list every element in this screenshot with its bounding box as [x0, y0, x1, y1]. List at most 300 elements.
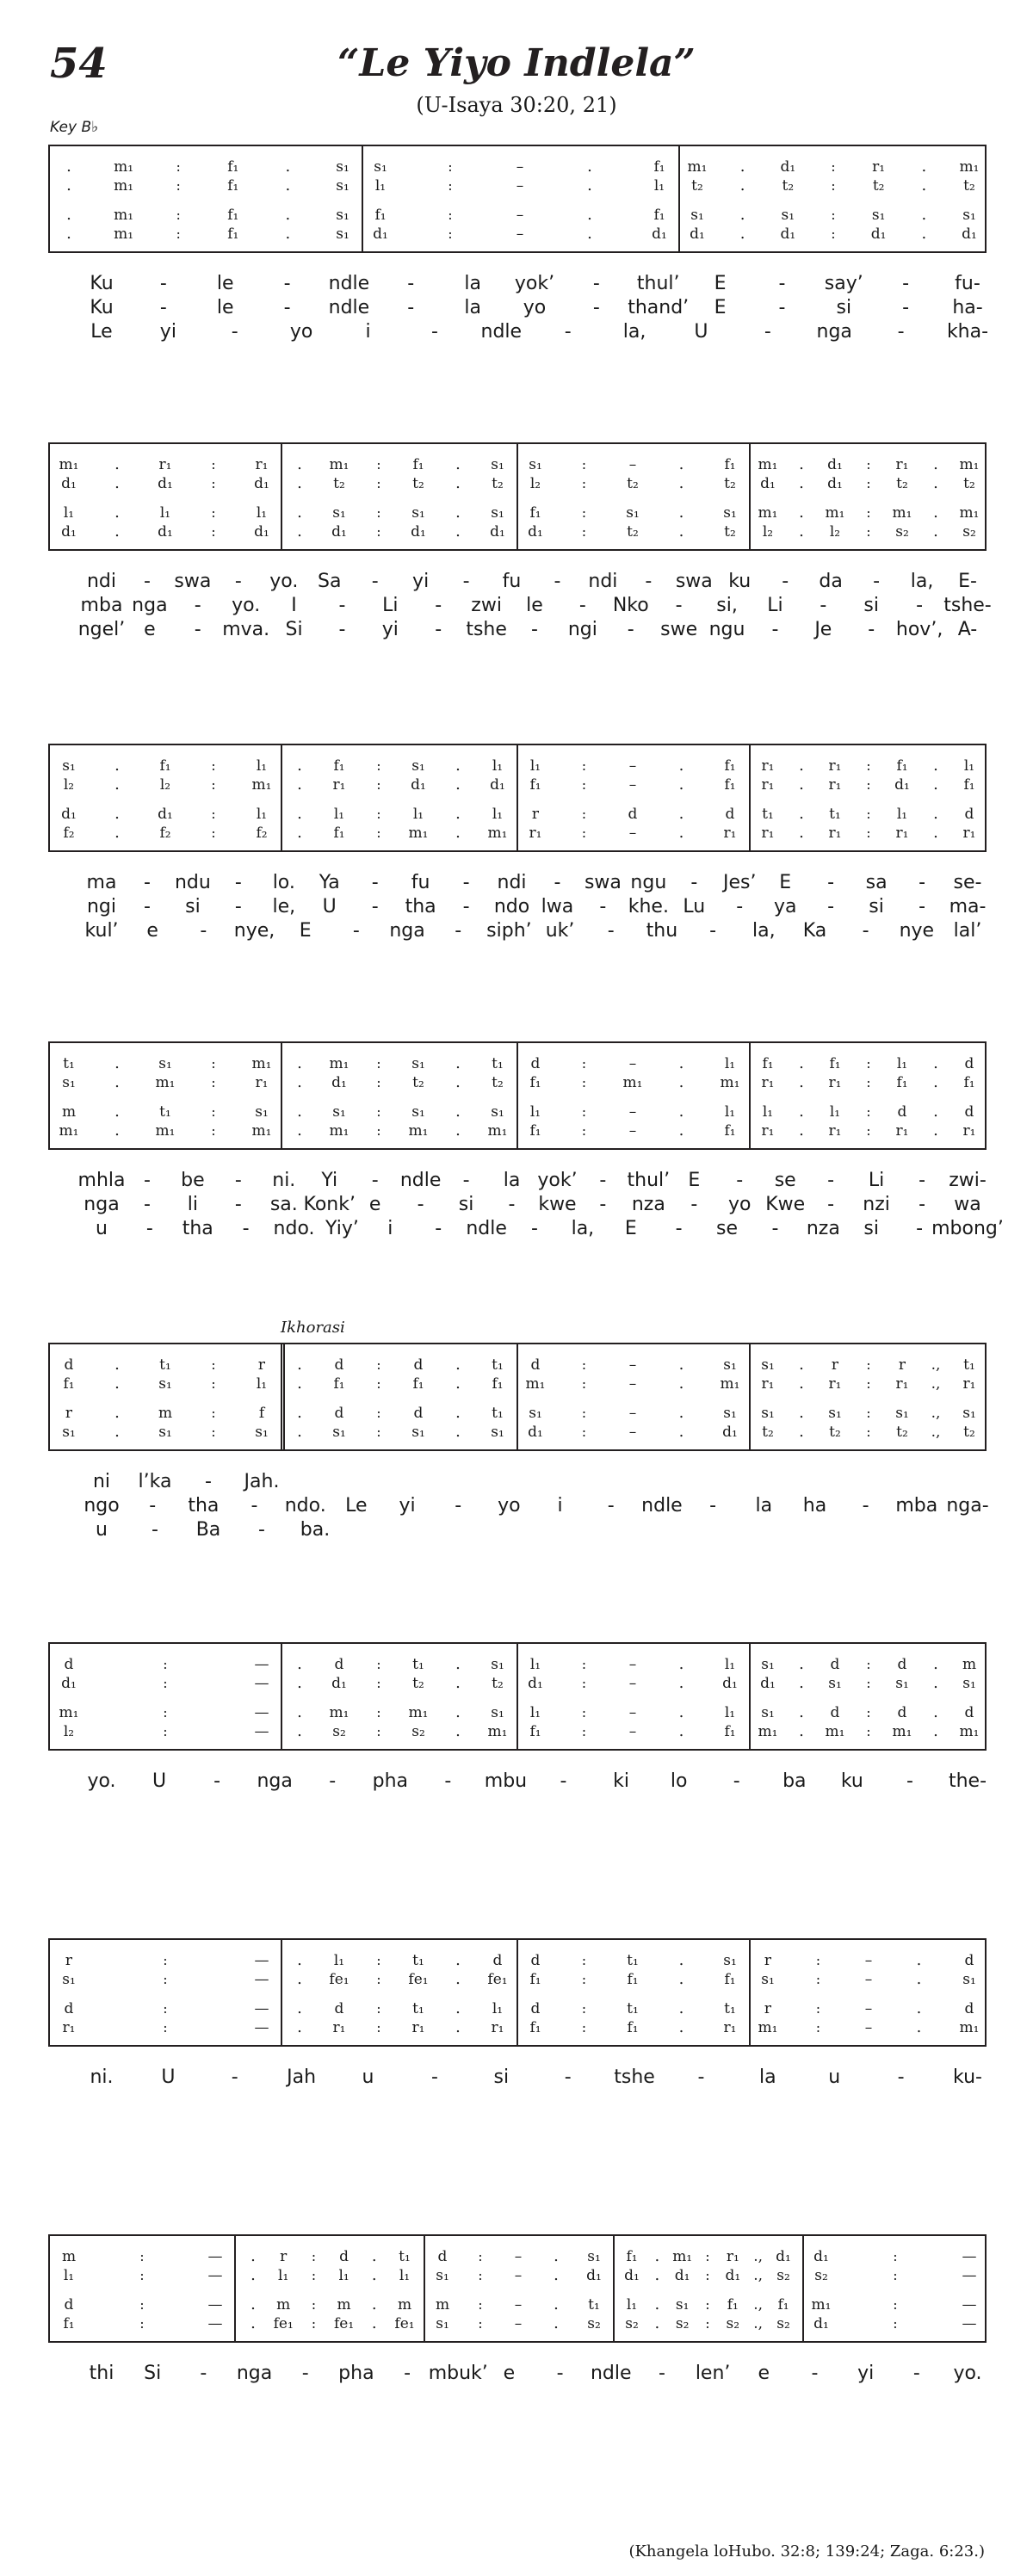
lyric-syllable: E [714, 273, 727, 294]
solfa-note: s₁ [491, 1656, 504, 1673]
beat-separator: . [678, 2018, 684, 2036]
beat-separator: . [455, 1703, 461, 1721]
voice-part-row [50, 1673, 985, 1694]
voice-part-row [50, 2295, 985, 2315]
lyric-syllable: fu- [955, 273, 980, 294]
solfa-note: s₂ [962, 523, 976, 541]
beat-separator: . [114, 1121, 120, 1140]
solfa-note: l₁ [492, 757, 504, 775]
lyric-syllable: ndle [328, 297, 370, 318]
solfa-note: d₁ [870, 225, 887, 243]
solfa-note: – [864, 1952, 873, 1969]
beat-separator: . [114, 824, 120, 842]
voice-part-row [50, 1702, 985, 1723]
solfa-note: f₁ [529, 1074, 541, 1091]
beat-separator: : [705, 2296, 710, 2313]
solfa-note: f₁ [963, 1074, 975, 1091]
solfa-note: d₁ [624, 2267, 640, 2284]
beat-separator: : [581, 1723, 587, 1739]
lyric-syllable: Nko [612, 595, 649, 616]
lyric-syllable: Ku [90, 273, 114, 294]
voice-part-row [50, 1121, 985, 1141]
beat-separator: . [678, 1999, 684, 2017]
lyric-syllable: thi [89, 2363, 114, 2384]
lyric-syllable: - [371, 872, 379, 893]
beat-separator: . [933, 1121, 938, 1140]
voice-part-row [50, 1721, 985, 1742]
beat-separator: . [933, 1054, 938, 1072]
lyric-syllable: - [231, 2066, 238, 2088]
voice-part-row [50, 522, 985, 542]
lyric-syllable: ni [92, 1471, 111, 1492]
lyric-syllable: - [143, 872, 151, 893]
beat-separator: : [581, 776, 587, 793]
solfa-note: m₁ [487, 825, 508, 842]
lyric-syllable: mbuk’ [428, 2363, 488, 2384]
beat-separator: : [376, 1074, 381, 1090]
lyric-syllable: li [187, 1194, 199, 1215]
solfa-note: d₁ [760, 1675, 776, 1692]
lyric-syllable: - [283, 273, 291, 294]
lyric-syllable: - [897, 2066, 905, 2088]
beat-separator: . [114, 1054, 120, 1072]
lyric-syllable: E [688, 1170, 701, 1191]
solfa-note: t₂ [333, 475, 345, 492]
lyric-syllable: - [258, 1519, 265, 1541]
solfa-note: t₂ [492, 475, 504, 492]
beat-separator: : [176, 158, 181, 175]
solfa-note: t₁ [63, 1055, 75, 1072]
lyric-syllable: tshe- [943, 595, 992, 616]
beat-separator: . [251, 2314, 256, 2332]
beat-separator: . [455, 2018, 461, 2036]
beat-separator: : [581, 1074, 587, 1090]
solfa-note: s₁ [491, 456, 504, 473]
beat-separator: . [66, 206, 71, 224]
solfa-note: s₁ [336, 207, 349, 224]
solfa-note: m₁ [811, 2296, 832, 2313]
beat-separator: : [376, 757, 381, 774]
lyric-syllable: - [782, 571, 789, 592]
solfa-note: t₁ [492, 1055, 504, 1072]
solfa-note: t₁ [159, 1356, 171, 1374]
lyric-syllable: hov’, [895, 619, 943, 640]
solfa-note: s₁ [781, 207, 795, 224]
lyric-syllable: Kwe [765, 1194, 806, 1215]
lyric-syllable: Ya [319, 872, 340, 893]
beat-separator: . [933, 474, 938, 492]
solfa-note: d₁ [690, 225, 705, 243]
solfa-note: t₂ [762, 1424, 774, 1441]
beat-separator: . [916, 1999, 922, 2017]
lyric-syllable: Li [382, 595, 399, 616]
beat-separator: . [297, 824, 302, 842]
solfa-note: l₁ [653, 177, 665, 195]
beat-separator: . [114, 455, 120, 473]
lyric-syllable: I [291, 595, 297, 616]
lyric-syllable: E [299, 920, 312, 942]
beat-separator: . [799, 1674, 804, 1692]
solfa-note: f₂ [159, 825, 171, 842]
cross-references: (Khangela loHubo. 32:8; 139:24; Zaga. 6:23.) [628, 2542, 985, 2561]
solfa-note: d₁ [722, 1424, 738, 1441]
solfa-note: f₁ [159, 757, 171, 775]
solfa-note: r₁ [828, 776, 842, 794]
solfa-note: m₁ [758, 504, 778, 522]
beat-separator: . [66, 158, 71, 176]
beat-separator: . [933, 824, 938, 842]
solfa-note: s₁ [828, 1675, 842, 1692]
solfa-note: d₁ [528, 1675, 543, 1692]
solfa-note: s₁ [411, 757, 425, 775]
solfa-note: d₁ [780, 158, 796, 176]
beat-separator: : [581, 806, 587, 822]
beat-separator: . [678, 1054, 684, 1072]
beat-separator: : [211, 1375, 216, 1392]
solfa-note: d [830, 1704, 840, 1721]
lyric-syllable: ndle [590, 2363, 632, 2384]
beat-separator: . [799, 1655, 804, 1673]
lyric-line [48, 2362, 987, 2386]
solfa-note: d [964, 1055, 974, 1072]
beat-separator: . [297, 1073, 302, 1091]
solfa-note: d₁ [827, 475, 843, 492]
beat-separator: : [581, 1704, 587, 1720]
solfa-note: l₁ [374, 177, 387, 195]
beat-separator: : [831, 158, 836, 175]
solfa-note: f₁ [529, 1723, 541, 1740]
lyric-line [48, 1494, 987, 1518]
lyric-syllable: siph’ [486, 920, 532, 942]
solfa-note: l₁ [963, 757, 975, 775]
lyric-syllable: ki [613, 1770, 630, 1792]
lyric-syllable: le [216, 297, 234, 318]
solfa-note: m₁ [251, 776, 272, 794]
lyric-syllable: - [159, 297, 167, 318]
beat-separator: : [211, 1122, 216, 1139]
lyric-syllable: swa [584, 872, 622, 893]
lyric-syllable: nga- [946, 1495, 989, 1517]
lyric-syllable: u [96, 1519, 108, 1541]
solfa-note: t₁ [492, 1356, 504, 1374]
solfa-note: — [207, 2315, 223, 2332]
solfa-note: ., [753, 2296, 764, 2313]
lyric-syllable: ni. [90, 2066, 114, 2088]
solfa-note: l₁ [412, 806, 424, 823]
chorus-label: Ikhorasi [281, 1319, 345, 1337]
solfa-note: d [897, 1103, 907, 1121]
beat-separator: . [678, 1703, 684, 1721]
solfa-note: l₁ [338, 2267, 349, 2284]
solfa-note: f₁ [412, 1375, 424, 1393]
lyric-syllable: - [145, 1218, 153, 1239]
lyric-syllable: wa [954, 1194, 981, 1215]
lyric-syllable: nga [389, 920, 425, 942]
beat-separator: : [211, 1074, 216, 1090]
lyric-syllable: - [242, 1218, 250, 1239]
beat-separator: : [376, 1675, 381, 1691]
beat-separator: . [455, 474, 461, 492]
solfa-note: t₂ [829, 1424, 841, 1441]
solfa-note: – [864, 1971, 873, 1988]
solfa-note: d₁ [760, 475, 776, 492]
lyric-syllable: - [690, 872, 698, 893]
solfa-note: — [254, 1704, 269, 1721]
lyric-syllable: e [368, 1194, 381, 1215]
solfa-note: d [530, 1356, 541, 1374]
lyric-syllable: mbong’ [931, 1218, 1004, 1239]
lyric-line [48, 296, 987, 320]
solfa-note: s₁ [436, 2315, 449, 2332]
beat-separator: . [678, 775, 684, 794]
lyric-line [48, 1169, 987, 1193]
beat-separator: . [739, 176, 745, 195]
beat-separator: . [799, 1423, 804, 1441]
lyrics-block [48, 2066, 987, 2090]
lyric-syllable: E [714, 297, 727, 318]
solfa-note: m [397, 2296, 412, 2313]
solfa-note: s₁ [411, 1424, 425, 1441]
solfa-note: f₁ [529, 776, 541, 794]
beat-separator: . [455, 1054, 461, 1072]
beat-separator: . [297, 1722, 302, 1740]
solfa-note: s₁ [62, 1971, 76, 1988]
beat-separator: . [799, 1103, 804, 1121]
lyric-syllable: - [205, 1471, 212, 1492]
beat-separator: . [799, 455, 804, 473]
beat-separator: : [866, 1405, 871, 1421]
beat-separator: . [678, 1722, 684, 1740]
lyric-syllable: - [771, 1218, 779, 1239]
lyric-syllable: - [912, 2363, 920, 2384]
voice-part-row [50, 176, 985, 196]
lyric-syllable: ha [802, 1495, 827, 1517]
beat-separator: . [455, 455, 461, 473]
lyric-syllable: - [709, 920, 717, 942]
lyric-syllable: - [554, 571, 561, 592]
lyric-syllable: yok’ [514, 273, 555, 294]
solfa-note: m₁ [687, 158, 708, 176]
beat-separator: . [799, 1073, 804, 1091]
voice-part-row [50, 224, 985, 244]
beat-separator: . [455, 1404, 461, 1422]
lyric-syllable: - [778, 273, 786, 294]
lyric-syllable: zwi- [949, 1170, 987, 1191]
beat-separator: : [311, 2296, 317, 2313]
lyric-syllable: yi [412, 571, 430, 592]
solfa-note: fe₁ [394, 2315, 415, 2332]
beat-separator: . [678, 474, 684, 492]
voice-part-row [50, 2265, 985, 2286]
solfa-note: m₁ [251, 1122, 272, 1140]
beat-separator: . [554, 2314, 559, 2332]
lyric-syllable: E- [958, 571, 977, 592]
voice-part-row [50, 1053, 985, 1074]
solfa-note: r₁ [828, 757, 842, 775]
solfa-note: m₁ [408, 1704, 429, 1721]
lyric-syllable: U [152, 1770, 167, 1792]
lyric-syllable: Li [868, 1170, 885, 1191]
beat-separator: . [933, 805, 938, 823]
beat-separator: . [921, 206, 927, 224]
lyric-syllable: swa [675, 571, 713, 592]
lyric-syllable: Jah. [244, 1471, 280, 1492]
solfa-note: – [516, 225, 524, 243]
solfa-note: l₁ [724, 1055, 736, 1072]
solfa-note: m₁ [155, 1122, 176, 1140]
beat-separator: . [66, 225, 71, 243]
music-system [48, 1938, 987, 2090]
lyric-syllable: A- [957, 619, 978, 640]
solfa-note: ., [753, 2267, 764, 2284]
beat-separator: : [211, 1055, 216, 1072]
beat-separator: : [211, 475, 216, 491]
beat-separator: : [139, 2315, 145, 2332]
voice-part-row [50, 2017, 985, 2038]
lyrics-block [48, 2362, 987, 2386]
beat-separator: : [581, 1405, 587, 1421]
beat-separator: . [114, 1374, 120, 1393]
lyric-syllable: - [599, 896, 607, 917]
lyric-syllable: yo. [269, 571, 299, 592]
beat-separator: : [448, 225, 453, 242]
beat-separator: : [376, 504, 381, 521]
solfa-note: — [254, 1952, 269, 1969]
solfa-note: d₁ [528, 1424, 543, 1441]
lyric-syllable: Le [90, 321, 113, 343]
solfa-note: r₁ [255, 456, 269, 473]
beat-separator: : [866, 456, 871, 473]
voice-part-row [50, 1654, 985, 1675]
lyric-syllable: e [503, 2363, 516, 2384]
beat-separator: : [815, 1952, 821, 1968]
lyric-syllable: ku- [953, 2066, 982, 2088]
lyric-syllable: mhla [77, 1170, 126, 1191]
solfa-note: m₁ [329, 1704, 349, 1721]
solfa-note: d₁ [813, 2248, 829, 2265]
solfa-note: m [435, 2296, 450, 2313]
solfa-note: f₁ [227, 207, 239, 224]
lyric-syllable: ndle [641, 1495, 683, 1517]
lyric-syllable: i [387, 1218, 393, 1239]
solfa-note: f₁ [653, 207, 665, 224]
beat-separator: . [455, 503, 461, 522]
solfa-note: l₁ [724, 1656, 736, 1673]
beat-separator: : [581, 1675, 587, 1691]
beat-separator: . [114, 503, 120, 522]
tonic-solfa-staff [48, 1642, 987, 1751]
solfa-note: d₁ [776, 2248, 791, 2265]
solfa-note: t₁ [159, 1103, 171, 1121]
beat-separator: . [678, 1970, 684, 1988]
beat-separator: . [654, 2247, 660, 2265]
beat-separator: : [376, 1704, 381, 1720]
solfa-note: ., [931, 1424, 941, 1441]
solfa-note: t₁ [492, 1405, 504, 1422]
lyric-syllable: khe. [628, 896, 669, 917]
solfa-note: r [531, 806, 540, 823]
lyric-syllable: da [819, 571, 843, 592]
solfa-note: fe₁ [273, 2315, 294, 2332]
solfa-note: r [65, 1405, 73, 1422]
lyrics-block [48, 1770, 987, 1794]
voice-part-row [50, 2246, 985, 2267]
solfa-note: r₁ [255, 1074, 269, 1091]
solfa-note: s₁ [828, 1405, 842, 1422]
solfa-note: s₁ [332, 1103, 346, 1121]
solfa-note: l₁ [63, 504, 75, 522]
solfa-note: f₁ [724, 1971, 736, 1988]
beat-separator: : [163, 1952, 168, 1968]
solfa-note: r₁ [761, 1122, 775, 1140]
solfa-note: t₂ [963, 1424, 975, 1441]
solfa-note: t₂ [896, 475, 908, 492]
solfa-note: d [64, 1656, 74, 1673]
lyric-syllable: la, [622, 321, 646, 343]
lyric-syllable: E [779, 872, 792, 893]
solfa-note: s₁ [761, 1405, 775, 1422]
beat-separator: : [376, 1723, 381, 1739]
scripture-reference: (U-Isaya 30:20, 21) [416, 93, 617, 117]
solfa-note: s₁ [255, 1103, 269, 1121]
voice-part-row [50, 205, 985, 225]
solfa-note: – [516, 207, 524, 224]
lyric-syllable: - [658, 2363, 665, 2384]
lyric-syllable: Ba [195, 1519, 221, 1541]
solfa-note: t₂ [963, 475, 975, 492]
lyric-syllable: ndle [399, 1170, 442, 1191]
solfa-note: s₁ [895, 1675, 909, 1692]
lyric-syllable: ma- [949, 896, 987, 917]
lyric-syllable: ba. [300, 1519, 331, 1541]
lyric-syllable: - [675, 1218, 683, 1239]
lyric-syllable: se [716, 1218, 739, 1239]
lyric-syllable: swe [660, 619, 698, 640]
solfa-note: s₁ [895, 1405, 909, 1422]
lyric-syllable: - [301, 2363, 309, 2384]
lyric-syllable: tha [182, 1218, 213, 1239]
music-system [48, 145, 987, 344]
beat-separator: . [916, 2018, 922, 2036]
voice-part-row [50, 804, 985, 825]
lyric-syllable: ndle [480, 321, 523, 343]
lyric-line [48, 1518, 987, 1542]
beat-separator: : [376, 806, 381, 822]
lyric-syllable: U [694, 321, 708, 343]
solfa-note: d₁ [490, 523, 505, 541]
solfa-note: f₁ [724, 456, 736, 473]
lyric-syllable: E [624, 1218, 637, 1239]
solfa-note: r [280, 2248, 288, 2265]
solfa-note: r₁ [491, 2019, 504, 2036]
beat-separator: . [554, 2295, 559, 2313]
lyric-line [48, 272, 987, 296]
solfa-note: m₁ [959, 456, 980, 473]
beat-separator: . [297, 522, 302, 541]
beat-separator: . [455, 522, 461, 541]
beat-separator: : [376, 2019, 381, 2035]
lyric-syllable: - [462, 571, 470, 592]
beat-separator: : [866, 1122, 871, 1139]
beat-separator: . [916, 1970, 922, 1988]
solfa-note: s₁ [723, 1405, 737, 1422]
beat-separator: : [163, 2019, 168, 2035]
solfa-note: – [628, 1122, 637, 1140]
solfa-note: d₁ [827, 456, 843, 473]
lyric-syllable: - [194, 619, 201, 640]
solfa-note: s₂ [776, 2315, 790, 2332]
solfa-note: – [628, 1405, 637, 1422]
